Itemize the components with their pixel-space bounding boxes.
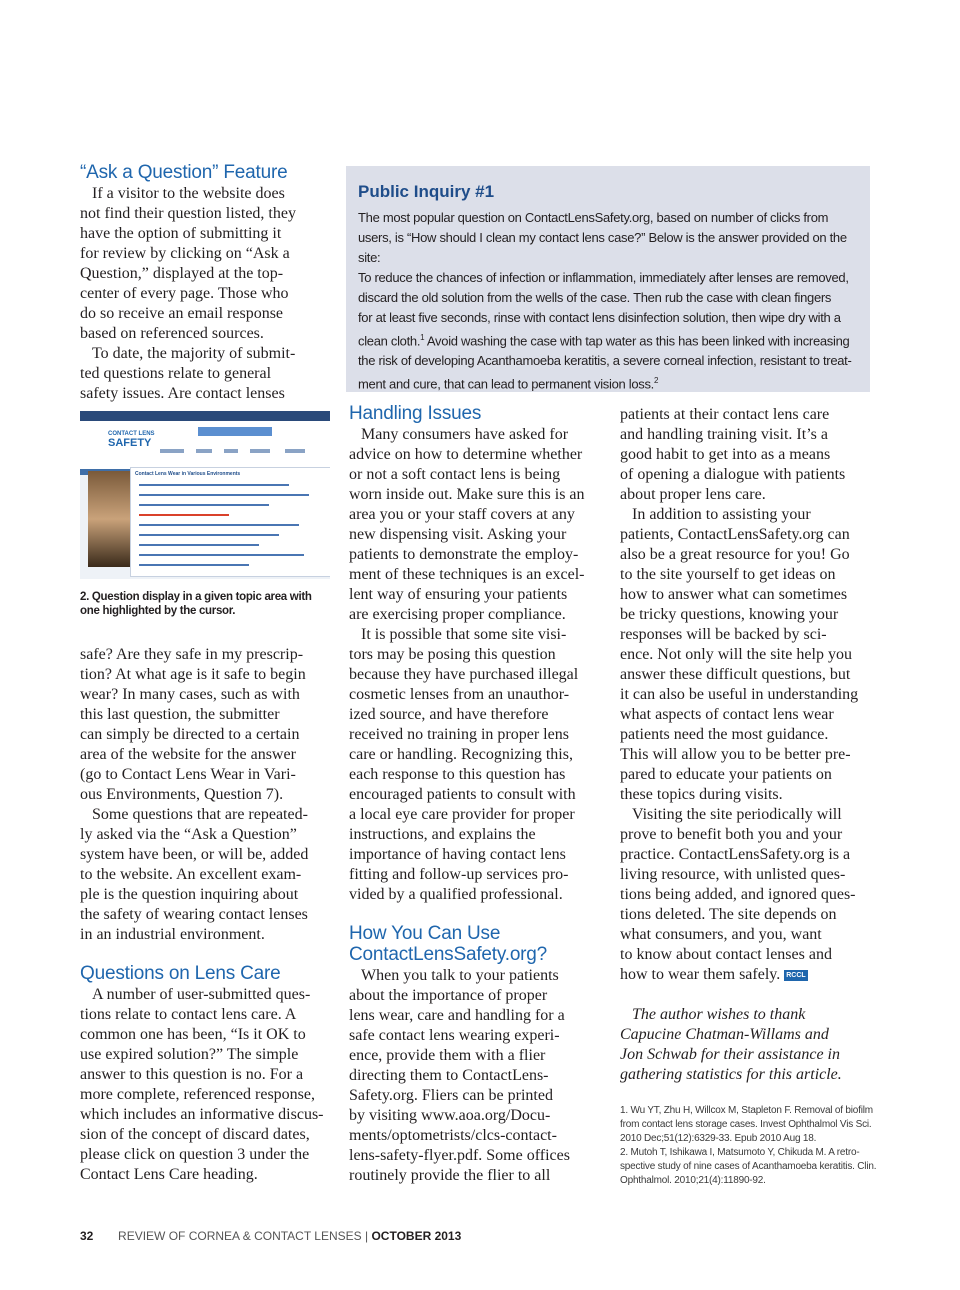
- text-line: ence, provide them with a flier: [349, 1047, 546, 1064]
- text-line: Question,” displayed at the top-: [80, 265, 284, 282]
- figure-ask-button: [198, 427, 272, 436]
- figure-question-line: [139, 484, 289, 486]
- public-inquiry-sidebar: [346, 166, 870, 392]
- text-line: When you talk to your patients: [361, 967, 559, 984]
- text-line: are exercising proper compliance.: [349, 606, 566, 623]
- text-line: fitting and follow-up services pro-: [349, 866, 569, 883]
- references: [620, 1104, 882, 1188]
- text-line: to know about contact lenses and: [620, 946, 832, 963]
- text-line: ence. Not only will the site help you: [620, 646, 852, 663]
- text-line: importance of having contact lens: [349, 846, 566, 863]
- column-1-lower: [80, 645, 335, 945]
- text-line: patients at their contact lens care: [620, 406, 830, 423]
- text-line: worn inside out. Make sure this is an: [349, 486, 585, 503]
- text-line: to the site yourself to get ideas on: [620, 566, 836, 583]
- page-number: 32: [80, 1229, 94, 1243]
- text-line: In addition to assisting your: [632, 506, 811, 523]
- figure-nav: [285, 449, 305, 453]
- text-line: instructions, and explains the: [349, 826, 536, 843]
- visiting-paragraph: [620, 805, 882, 985]
- text-line: based on referenced sources.: [80, 325, 264, 342]
- text-line: living resource, with unlisted ques-: [620, 866, 846, 883]
- figure-nav: [160, 449, 184, 453]
- text-line: or not a soft contact lens is being: [349, 466, 561, 483]
- figure-question-line: [139, 504, 269, 506]
- sidebar-line: users, is “How should I clean my contact lens case?” Below is the answer provided on the: [358, 230, 847, 245]
- acknowledgment: The author wishes to thank Capucine Chatman-Willams and Jon Schwab for their assistance in gathering statistics for this article.: [620, 1006, 842, 1083]
- lens-care-section: [80, 963, 335, 1185]
- text-line: It is possible that some site visi-: [361, 626, 567, 643]
- text-line: ted questions relate to general: [80, 365, 272, 382]
- text-line: be tricky questions, knowing your: [620, 606, 839, 623]
- text-line: care or handling. Recognizing this,: [349, 746, 573, 763]
- text-line: Many consumers have asked for: [361, 426, 569, 443]
- text-line: have the option of submitting it: [80, 225, 282, 242]
- text-line: prove to benefit both you and your: [620, 826, 843, 843]
- text-line: tion? At what age is it safe to begin: [80, 666, 306, 683]
- heading-handling-issues: Handling Issues: [349, 403, 482, 424]
- reference-line: spective study of nine cases of Acanthamoeba keratitis. Clin.: [620, 1161, 877, 1172]
- text-line: wear? In many cases, such as with: [80, 686, 300, 703]
- text-line: (go to Contact Lens Wear in Vari-: [80, 766, 296, 783]
- text-line: answer these difficult questions, but: [620, 666, 851, 683]
- figure-question-line: [139, 544, 259, 546]
- text-line: pared to educate your patients on: [620, 766, 832, 783]
- reference-line: 2. Mutoh T, Ishikawa I, Matsumoto Y, Chikuda M. A retro-: [620, 1147, 860, 1158]
- text-line: these topics during visits.: [620, 786, 783, 803]
- text-line: tions relate to contact lens care. A: [80, 1006, 297, 1023]
- sidebar-title: Public Inquiry #1: [358, 182, 495, 201]
- text-line: ple is the question inquiring about: [80, 886, 299, 903]
- ask-paragraph: [80, 184, 335, 344]
- column-3: [620, 405, 882, 985]
- possible-paragraph: [349, 625, 604, 905]
- figure-site-header: [80, 421, 330, 469]
- figure-question-line: [139, 554, 304, 556]
- text-line: can simply be directed to a certain: [80, 726, 300, 743]
- column-1: [80, 162, 335, 404]
- sidebar-line: The most popular question on ContactLensSafety.org, based on number of clicks from: [358, 210, 829, 225]
- sidebar-line: To reduce the chances of infection or inflammation, immediately after lenses are removed,: [358, 270, 849, 285]
- addition-paragraph: [620, 505, 882, 805]
- citation-1: 1: [420, 333, 425, 342]
- text-line: tions deleted. The site depends on: [620, 906, 837, 923]
- text-line: system have been, or will be, added: [80, 846, 309, 863]
- column-2: [349, 403, 604, 905]
- sidebar-line: site:: [358, 250, 381, 265]
- sidebar-line: discard the old solution from the wells of the case. Then rub the case with clean fingers: [358, 290, 832, 305]
- issue-date: OCTOBER 2013: [371, 1229, 462, 1243]
- text-line: practice. ContactLensSafety.org is a: [620, 846, 851, 863]
- text-line: about proper lens care.: [620, 486, 766, 503]
- text-line: and handling training visit. It’s a: [620, 426, 828, 443]
- text-line: advice on how to determine whether: [349, 446, 583, 463]
- text-line: which includes an informative discus-: [80, 1106, 324, 1123]
- text-line: tions being added, and ignored ques-: [620, 886, 856, 903]
- figure-eye-photo: [88, 471, 130, 567]
- text-line: the safety of wearing contact lenses: [80, 906, 308, 923]
- text-line: directing them to ContactLens-: [349, 1067, 549, 1084]
- heading-ask-a-question: “Ask a Question” Feature: [80, 162, 288, 183]
- text-line: it can also be useful in understanding: [620, 686, 859, 703]
- figure-caption: 2. Question display in a given topic area with one highlighted by the cursor.: [80, 591, 312, 617]
- text-line: new dispensing visit. Asking your: [349, 526, 567, 543]
- figure-nav: [196, 449, 212, 453]
- text-line: good habit to get into as a means: [620, 446, 831, 463]
- text-line: lens wear, care and handling for a: [349, 1007, 565, 1024]
- text-line: patients need the most guidance.: [620, 726, 829, 743]
- text-line: ly asked via the “Ask a Question”: [80, 826, 297, 843]
- how-to-use-section: [349, 923, 604, 1186]
- text-line: of opening a dialogue with patients: [620, 466, 846, 483]
- continued-paragraph: [620, 405, 882, 505]
- text-line: not find their question listed, they: [80, 205, 296, 222]
- text-line: area of the website for the answer: [80, 746, 296, 763]
- text-line: Visiting the site periodically will: [632, 806, 842, 823]
- text-line: because they have purchased illegal: [349, 666, 579, 683]
- majority-paragraph: [80, 344, 335, 404]
- text-line: also be a great resource for you! Go: [620, 546, 850, 563]
- text-line: cosmetic lenses from an unauthor-: [349, 686, 570, 703]
- text-line: ment of these techniques is an excel-: [349, 566, 585, 583]
- text-line: what consumers, and you, want: [620, 926, 822, 943]
- text-line: a local eye care provider for proper: [349, 806, 575, 823]
- text-line: for review by clicking on “Ask a: [80, 245, 290, 262]
- heading-how-you-can-use: How You Can Use ContactLensSafety.org?: [349, 923, 548, 965]
- text-line: what aspects of contact lens wear: [620, 706, 834, 723]
- some-questions-paragraph: [80, 805, 335, 945]
- text-line: patients, ContactLensSafety.org can: [620, 526, 850, 543]
- text-line: ments/optometrists/clcs-contact-: [349, 1127, 557, 1144]
- reference-line: 2010 Dec;51(12):6329-33. Epub 2010 Aug 18.: [620, 1133, 817, 1144]
- reference-line: Ophthalmol. 2010;21(4):11890-92.: [620, 1175, 766, 1186]
- handling-paragraph: [349, 425, 604, 625]
- sidebar-line: clean cloth.$^1$ Avoid washing the case with tap water as this has been linked with increasing: [358, 333, 850, 349]
- journal-name: REVIEW OF CORNEA & CONTACT LENSES: [118, 1229, 362, 1243]
- figure-website-screenshot: [80, 411, 330, 579]
- text-line: area you or your staff covers at any: [349, 506, 575, 523]
- end-mark-icon: RCCL: [786, 972, 806, 979]
- text-line: by visiting www.aoa.org/Docu-: [349, 1107, 551, 1124]
- text-line: ized source, and have therefore: [349, 706, 549, 723]
- text-line: how to wear them safely. RCCL: [620, 966, 806, 983]
- lens-care-paragraph: [80, 985, 335, 1185]
- text-line: safe contact lens wearing experi-: [349, 1027, 560, 1044]
- figure-nav: [250, 449, 270, 453]
- text-line: Some questions that are repeated-: [92, 806, 308, 823]
- figure-topic-panel: [130, 467, 330, 577]
- figure-panel-title: Contact Lens Wear in Various Environments: [135, 471, 241, 477]
- text-line: lens-safety-flyer.pdf. Some offices: [349, 1147, 570, 1164]
- text-line: This will allow you to be better pre-: [620, 746, 851, 763]
- figure-question-line: [139, 494, 309, 496]
- text-line: patients to demonstrate the employ-: [349, 546, 579, 563]
- reference-line: 1. Wu YT, Zhu H, Willcox M, Stapleton F. Removal of biofilm: [620, 1105, 873, 1116]
- text-line: encouraged patients to consult with: [349, 786, 576, 803]
- safe-paragraph: [80, 645, 335, 805]
- text-line: sion of the concept of discard dates,: [80, 1126, 310, 1143]
- figure-logo: CONTACT LENS SAFETY: [108, 431, 155, 449]
- text-line: common one has been, “Is it OK to: [80, 1026, 306, 1043]
- use-paragraph: [349, 966, 604, 1186]
- text-line: If a visitor to the website does: [92, 185, 285, 202]
- text-line: routinely provide the flier to all: [349, 1167, 551, 1184]
- figure-top-bar: [80, 411, 330, 421]
- text-line: more complete, referenced response,: [80, 1086, 315, 1103]
- sidebar-line: the risk of developing Acanthamoeba keratitis, a severe corneal infection, resistant to treat-: [358, 353, 852, 369]
- figure-question-line: [139, 524, 299, 526]
- text-line: about the importance of proper: [349, 987, 548, 1004]
- text-line: A number of user-submitted ques-: [92, 986, 311, 1003]
- text-line: vided by a qualified professional.: [349, 886, 563, 903]
- text-line: how to answer what can sometimes: [620, 586, 848, 603]
- text-line: do so receive an email response: [80, 305, 284, 322]
- text-line: to the website. An excellent exam-: [80, 866, 302, 883]
- text-line: safe? Are they safe in my prescrip-: [80, 646, 304, 663]
- text-line: center of every page. Those who: [80, 285, 289, 302]
- figure-question-line-highlighted: [139, 514, 229, 516]
- figure-question-line: [139, 534, 279, 536]
- figure-question-line: [139, 564, 249, 566]
- text-line: lent way of ensuring your patients: [349, 586, 568, 603]
- sidebar-line: for at least five seconds, rinse with contact lens disinfection solution, then wipe dry with a: [358, 310, 841, 325]
- text-line: Contact Lens Care heading.: [80, 1166, 258, 1183]
- text-line: ous Environments, Question 7).: [80, 786, 284, 803]
- page-footer: [80, 1229, 680, 1243]
- footer-separator: |: [361, 1229, 372, 1243]
- reference-line: from contact lens storage cases. Invest Ophthalmol Vis Sci.: [620, 1119, 872, 1130]
- text-line: safety issues. Are contact lenses: [80, 385, 285, 402]
- text-line: use expired solution?” The simple: [80, 1046, 299, 1063]
- text-line: answer to this question is no. For a: [80, 1066, 304, 1083]
- text-line: each response to this question has: [349, 766, 566, 783]
- sidebar-line: ment and cure, that can lead to permanent vision loss.$^2$: [358, 376, 659, 392]
- text-line: received no training in proper lens: [349, 726, 569, 743]
- figure-nav: [224, 449, 238, 453]
- heading-questions-lens-care: Questions on Lens Care: [80, 963, 281, 984]
- text-line: in an industrial environment.: [80, 926, 265, 943]
- text-line: Safety.org. Fliers can be printed: [349, 1087, 553, 1104]
- text-line: please click on question 3 under the: [80, 1146, 310, 1163]
- text-line: tors may be posing this question: [349, 646, 556, 663]
- text-line: To date, the majority of submit-: [92, 345, 296, 362]
- citation-2: 2: [653, 376, 659, 386]
- text-line: this last question, the submitter: [80, 706, 280, 723]
- text-line: responses will be backed by sci-: [620, 626, 827, 643]
